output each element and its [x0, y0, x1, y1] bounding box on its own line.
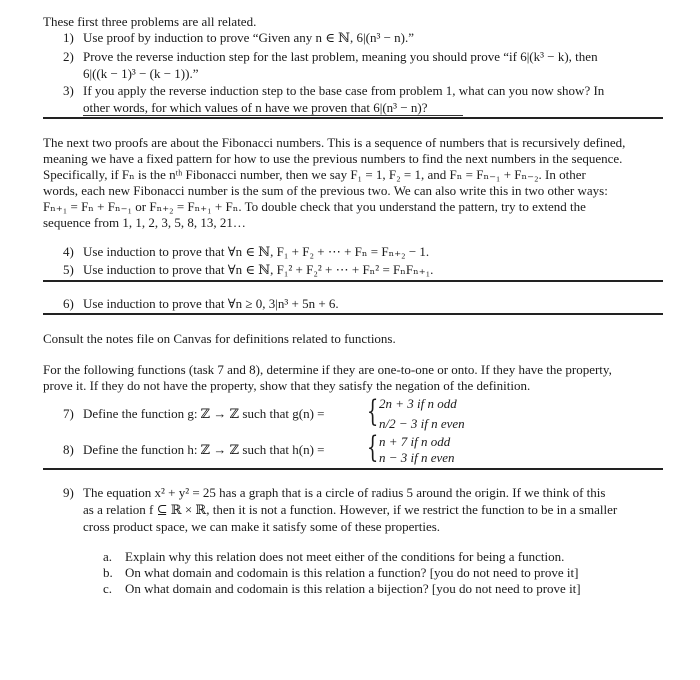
- functions-paragraph: [43, 362, 663, 394]
- problem-number: 6): [63, 296, 74, 311]
- part-label: b.: [103, 565, 113, 580]
- problem-text-line-2: as a relation f ⊆ ℝ × ℝ, then it is not a function. However, if we restrict the function to be in a smaller: [83, 502, 618, 517]
- problem-9b: [103, 565, 663, 581]
- fibonacci-line: The next two proofs are about the Fibonacci numbers. This is a sequence of numbers that is recursively defined,: [43, 135, 626, 150]
- part-text: Explain why this relation does not meet either of the conditions for being a function.: [125, 549, 565, 564]
- problem-text: Use proof by induction to prove “Given any n ∈ ℕ, 6|(n³ − n).”: [83, 30, 415, 45]
- fibonacci-paragraph: [43, 135, 663, 231]
- problem-text: Use induction to prove that ∀n ≥ 0, 3|n³ + 5n + 6.: [83, 296, 339, 311]
- problem-9a: [103, 549, 663, 565]
- left-brace: {: [366, 394, 379, 429]
- problem-7: [63, 394, 663, 438]
- problem-4: [63, 244, 663, 260]
- problem-2: [63, 49, 663, 81]
- part-text: On what domain and codomain is this relation a function? [you do not need to prove it]: [125, 565, 579, 580]
- problem-number: 1): [63, 30, 74, 45]
- problem-9: [63, 485, 663, 535]
- fibonacci-line: words, each new Fibonacci number is the sum of the previous two. We can also write this in two other ways:: [43, 183, 608, 198]
- section-divider-3: [43, 313, 663, 315]
- problem-1: [63, 30, 663, 46]
- underline-problem-3: [83, 115, 463, 116]
- problem-text: Define the function h: ℤ → ℤ such that h(n) =: [83, 442, 325, 457]
- section-divider-4: [43, 468, 663, 470]
- part-label: c.: [103, 581, 113, 596]
- functions-line: For the following functions (task 7 and 8), determine if they are one-to-one or onto. If they have the property,: [43, 362, 612, 377]
- consult-text: Consult the notes file on Canvas for definitions related to functions.: [43, 331, 396, 346]
- problem-text-line-1: If you apply the reverse induction step to the base case from problem 1, what can you now show? In: [83, 83, 605, 98]
- left-brace: {: [366, 430, 379, 465]
- problem-text-line-2: 6|((k − 1)³ − (k − 1)).”: [83, 66, 199, 81]
- case-even: n/2 − 3 if n even: [379, 416, 465, 431]
- fibonacci-line: Fₙ₊₁ = Fₙ + Fₙ₋₁ or Fₙ₊₂ = Fₙ₊₁ + Fₙ. To double check that you understand the pattern, try to extend the: [43, 199, 586, 214]
- section-divider-2: [43, 280, 663, 282]
- problem-text: Use induction to prove that ∀n ∈ ℕ, F₁ + F₂ + ⋯ + Fₙ = Fₙ₊₂ − 1.: [83, 244, 430, 259]
- problem-number: 2): [63, 49, 74, 64]
- problem-number: 8): [63, 442, 74, 457]
- problem-text: Use induction to prove that ∀n ∈ ℕ, F₁² + F₂² + ⋯ + Fₙ² = FₙFₙ₊₁.: [83, 262, 434, 277]
- problem-number: 5): [63, 262, 74, 277]
- problem-5: [63, 262, 663, 278]
- problem-number: 9): [63, 485, 74, 500]
- problem-text-line-1: Prove the reverse induction step for the last problem, meaning you should prove “if 6|(k³ − k), then: [83, 49, 598, 64]
- part-text: On what domain and codomain is this relation a bijection? [you do not need to prove it]: [125, 581, 581, 596]
- problem-3: [63, 83, 663, 115]
- problem-9c: [103, 581, 663, 597]
- problem-text-line-3: cross product space, we can make it satisfy some of these properties.: [83, 519, 441, 534]
- part-label: a.: [103, 549, 113, 564]
- case-even: n − 3 if n even: [379, 450, 455, 465]
- problem-8: [63, 430, 663, 470]
- case-odd: n + 7 if n odd: [379, 434, 451, 449]
- problem-text-line-1: The equation x² + y² = 25 has a graph that is a circle of radius 5 around the origin. If we think of this: [83, 485, 606, 500]
- problem-number: 3): [63, 83, 74, 98]
- problem-text: Define the function g: ℤ → ℤ such that g(n) =: [83, 406, 325, 421]
- problem-number: 7): [63, 406, 74, 421]
- problem-text-line-2: other words, for which values of n have we proven that 6|(n³ − n)?: [83, 100, 428, 115]
- fibonacci-line: Specifically, if Fₙ is the nᵗʰ Fibonacci number, then we say F₁ = 1, F₂ = 1, and Fₙ = Fₙ₋₁ + Fₙ₋₂. In other: [43, 167, 586, 182]
- section-divider-1: [43, 117, 663, 119]
- functions-line: prove it. If they do not have the property, show that they satisfy the negation of the definition.: [43, 378, 531, 393]
- fibonacci-line: meaning we have a fixed pattern for how to use the previous numbers to find the next numbers in the sequence.: [43, 151, 623, 166]
- intro-text: These first three problems are all related.: [43, 14, 257, 29]
- problem-6: [63, 296, 663, 312]
- fibonacci-line: sequence from 1, 1, 2, 3, 5, 8, 13, 21…: [43, 215, 246, 230]
- problem-number: 4): [63, 244, 74, 259]
- case-odd: 2n + 3 if n odd: [379, 396, 457, 411]
